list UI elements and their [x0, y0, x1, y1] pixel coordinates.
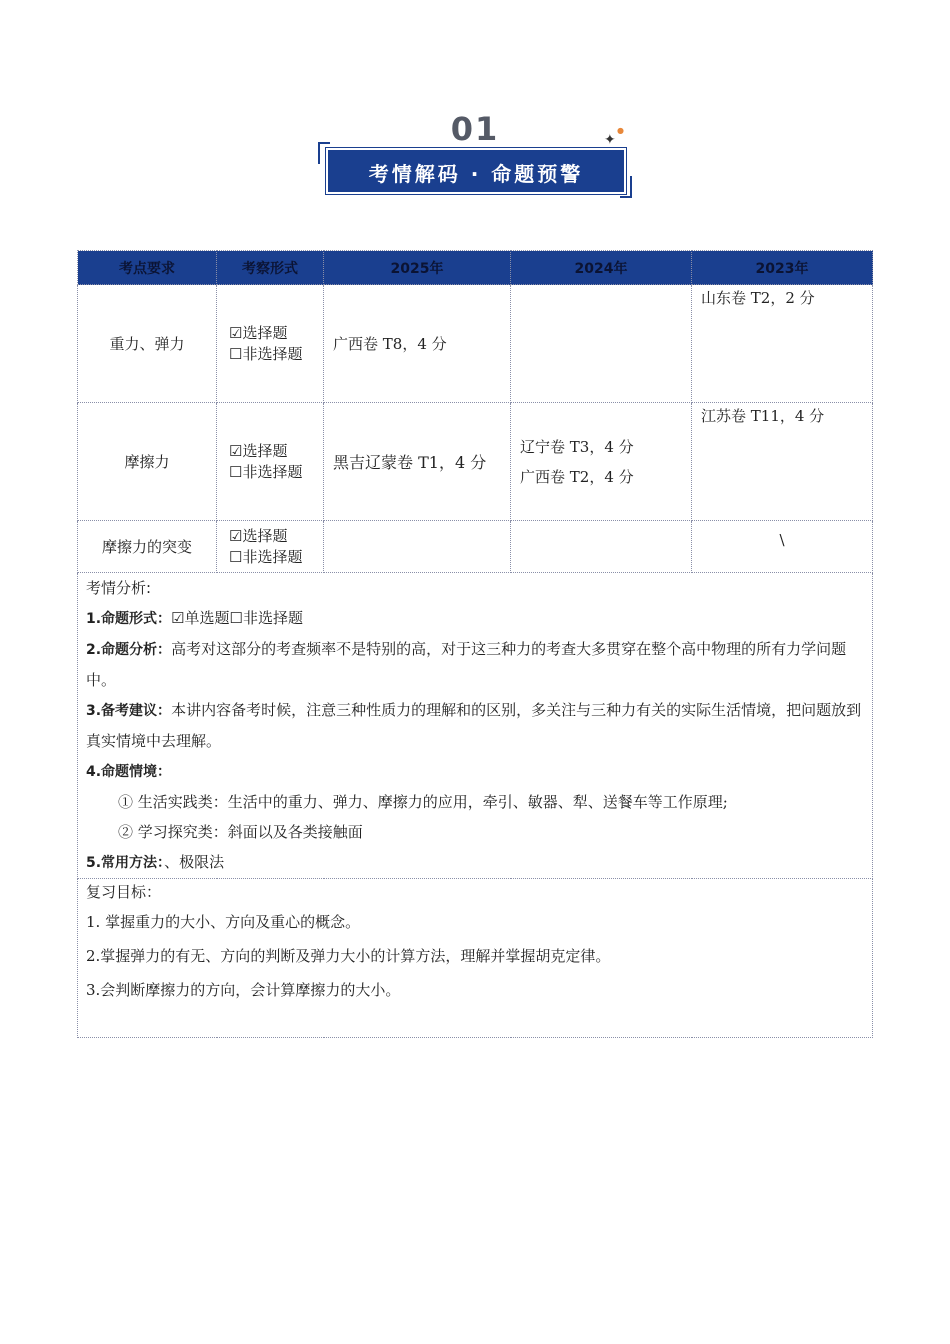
review-item: 2.掌握弹力的有无、方向的判断及弹力大小的计算方法，理解并掌握胡克定律。 [86, 947, 611, 965]
column-header: 2024年 [511, 251, 692, 285]
item-label: 1.命题形式： [86, 611, 172, 627]
situation-item: ② 学习探究类：斜面以及各类接触面 [118, 823, 363, 841]
analysis-item [86, 695, 864, 756]
topic-cell: 摩擦力的突变 [78, 521, 217, 573]
sparkle-icon: ● [617, 126, 624, 135]
unchecked-option: ☐非选择题 [229, 344, 303, 363]
year-2025-cell [324, 403, 511, 521]
situation-item: ① 生活实践类：生活中的重力、弹力、摩擦力的应用，牵引、敏器、犁、送餐车等工作原理; [118, 793, 728, 811]
unchecked-option: ☐非选择题 [229, 462, 303, 481]
checked-option: ☑选择题 [229, 323, 288, 342]
exam-entry: 辽宁卷 T3，4 分 [520, 437, 634, 456]
column-header: 2025年 [324, 251, 511, 285]
exam-entry: 广西卷 T8，4 分 [333, 335, 447, 353]
review-cell [78, 879, 873, 1038]
section-header [310, 110, 640, 200]
review-item: 3.会判断摩擦力的方向，会计算摩擦力的大小。 [86, 981, 401, 999]
table-row [78, 285, 873, 403]
table-row [78, 403, 873, 521]
analysis-title: 考情分析: [86, 579, 152, 597]
year-2023-cell [692, 285, 873, 403]
analysis-item [86, 847, 864, 878]
exam-entry: 黑吉辽蒙卷 T1，4 分 [333, 453, 487, 472]
section-title: 考情解码 · 命题预警 [368, 162, 584, 186]
year-2024-cell [511, 285, 692, 403]
item-label: 3.备考建议： [86, 703, 172, 719]
sparkle-icon: ✦ [604, 132, 616, 148]
year-2024-cell [511, 403, 692, 521]
year-2023-cell [692, 403, 873, 521]
column-header: 2023年 [692, 251, 873, 285]
year-2025-cell [324, 521, 511, 573]
item-text: 高考对这部分的考查频率不是特别的高，对于这三种力的考查大多贯穿在整个高中物理的所有力学问题中。 [86, 640, 847, 689]
exam-entry: 广西卷 T2，4 分 [520, 467, 634, 486]
form-cell [217, 285, 324, 403]
checked-option: ☑选择题 [229, 526, 288, 545]
analysis-cell [78, 573, 873, 879]
form-cell [217, 521, 324, 573]
item-label: 2.命题分析： [86, 642, 172, 658]
analysis-item [86, 756, 864, 787]
section-banner [326, 148, 626, 194]
year-2024-cell [511, 521, 692, 573]
topic-cell: 摩擦力 [78, 403, 217, 521]
review-title: 复习目标： [86, 883, 162, 901]
table-row [78, 521, 873, 573]
topic-cell: 重力、弹力 [78, 285, 217, 403]
year-2023-cell [692, 521, 873, 573]
analysis-row [78, 573, 873, 879]
unchecked-option: ☐非选择题 [229, 547, 303, 566]
exam-entry: \ [779, 531, 785, 549]
checked-option: ☑选择题 [229, 441, 288, 460]
item-label: 5.常用方法： [86, 855, 165, 871]
year-2025-cell [324, 285, 511, 403]
item-text: 、极限法 [164, 853, 225, 871]
analysis-item [86, 603, 864, 634]
item-label: 4.命题情境： [86, 764, 172, 780]
review-row [78, 879, 873, 1038]
item-text: 本讲内容备考时候，注意三种性质力的理解和的区别，多关注与三种力有关的实际生活情境，把问题放到真实情境中去理解。 [86, 701, 862, 750]
table-header-row [78, 251, 873, 285]
exam-table [77, 250, 873, 1038]
column-header: 考点要求 [78, 251, 217, 285]
exam-entry: 山东卷 T2，2 分 [701, 289, 815, 307]
form-cell [217, 403, 324, 521]
item-text: ☑单选题☐非选择题 [171, 609, 303, 627]
column-header: 考察形式 [217, 251, 324, 285]
section-number: 01 [450, 110, 500, 148]
analysis-item [86, 634, 864, 695]
review-item: 1. 掌握重力的大小、方向及重心的概念。 [86, 913, 361, 931]
exam-entry: 江苏卷 T11，4 分 [701, 407, 825, 425]
